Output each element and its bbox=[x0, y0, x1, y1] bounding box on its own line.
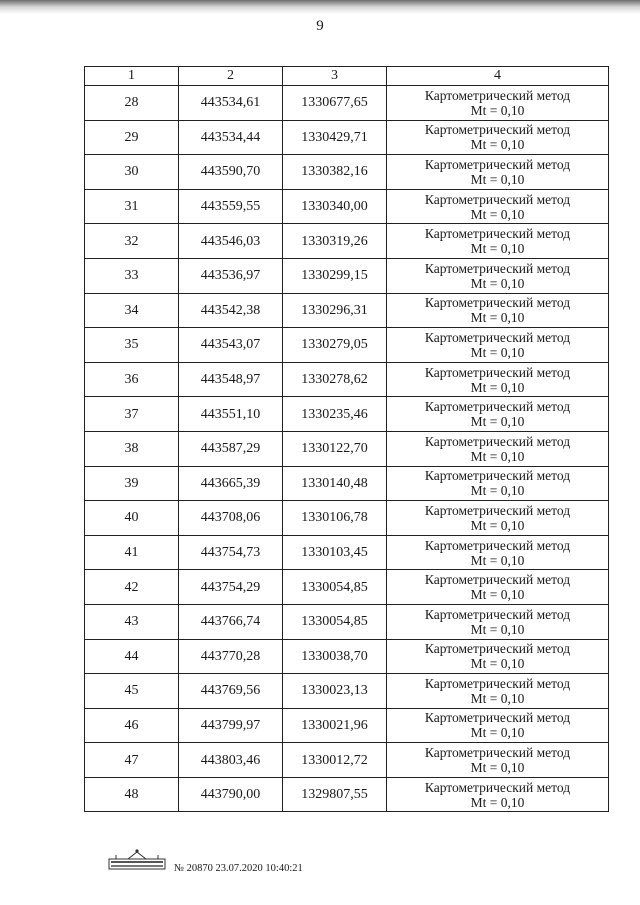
method-name: Картометрический метод bbox=[424, 641, 571, 657]
method-name: Картометрический метод bbox=[424, 226, 571, 242]
method-name: Картометрический метод bbox=[424, 364, 571, 380]
method-cell bbox=[387, 501, 609, 536]
x-coordinate-cell: 443551,10 bbox=[179, 397, 283, 432]
x-coordinate-cell: 443766,74 bbox=[179, 604, 283, 639]
method-cell bbox=[387, 535, 609, 570]
x-coordinate-cell: 443708,06 bbox=[179, 501, 283, 536]
method-name: Картометрический метод bbox=[424, 572, 571, 588]
accuracy-value: Mt = 0,10 bbox=[470, 137, 525, 153]
y-coordinate-cell: 1330319,26 bbox=[283, 224, 387, 259]
point-number-cell: 31 bbox=[85, 189, 179, 224]
y-coordinate-cell: 1330054,85 bbox=[283, 604, 387, 639]
x-coordinate-cell: 443803,46 bbox=[179, 743, 283, 778]
table-row bbox=[85, 86, 609, 121]
method-cell bbox=[387, 397, 609, 432]
accuracy-value: Mt = 0,10 bbox=[470, 171, 525, 187]
accuracy-value: Mt = 0,10 bbox=[470, 379, 525, 395]
accuracy-value: Mt = 0,10 bbox=[470, 552, 525, 568]
accuracy-value: Mt = 0,10 bbox=[470, 483, 525, 499]
point-number-cell: 42 bbox=[85, 570, 179, 605]
method-cell bbox=[387, 258, 609, 293]
method-name: Картометрический метод bbox=[424, 87, 571, 103]
method-cell bbox=[387, 362, 609, 397]
y-coordinate-cell: 1330677,65 bbox=[283, 86, 387, 121]
x-coordinate-cell: 443536,97 bbox=[179, 258, 283, 293]
x-coordinate-cell: 443587,29 bbox=[179, 431, 283, 466]
method-name: Картометрический метод bbox=[424, 675, 571, 691]
table-row bbox=[85, 224, 609, 259]
accuracy-value: Mt = 0,10 bbox=[470, 690, 525, 706]
point-number-cell: 28 bbox=[85, 86, 179, 121]
method-name: Картометрический метод bbox=[424, 329, 571, 345]
method-cell bbox=[387, 155, 609, 190]
method-cell bbox=[387, 189, 609, 224]
page-number: 9 bbox=[316, 18, 324, 34]
table-row bbox=[85, 189, 609, 224]
header-col-3: 3 bbox=[283, 67, 387, 86]
method-cell bbox=[387, 639, 609, 674]
accuracy-value: Mt = 0,10 bbox=[470, 206, 525, 222]
table-row bbox=[85, 258, 609, 293]
point-number-cell: 37 bbox=[85, 397, 179, 432]
accuracy-value: Mt = 0,10 bbox=[470, 760, 525, 776]
x-coordinate-cell: 443799,97 bbox=[179, 708, 283, 743]
table-row bbox=[85, 397, 609, 432]
method-cell bbox=[387, 224, 609, 259]
method-name: Картометрический метод bbox=[424, 156, 571, 172]
method-name: Картометрический метод bbox=[424, 606, 571, 622]
accuracy-value: Mt = 0,10 bbox=[470, 414, 525, 430]
table-row bbox=[85, 639, 609, 674]
scan-edge-shadow bbox=[0, 0, 640, 14]
point-number-cell: 43 bbox=[85, 604, 179, 639]
x-coordinate-cell: 443543,07 bbox=[179, 328, 283, 363]
table-row bbox=[85, 431, 609, 466]
footer-timestamp: 23.07.2020 10:40:21 bbox=[215, 863, 303, 874]
method-name: Картометрический метод bbox=[424, 191, 571, 207]
point-number-cell: 33 bbox=[85, 258, 179, 293]
x-coordinate-cell: 443754,73 bbox=[179, 535, 283, 570]
header-col-4: 4 bbox=[387, 67, 609, 86]
table-row bbox=[85, 155, 609, 190]
accuracy-value: Mt = 0,10 bbox=[470, 275, 525, 291]
table-row bbox=[85, 501, 609, 536]
stamp-building-icon bbox=[108, 848, 166, 870]
footer-doc-id: № 20870 bbox=[174, 863, 213, 874]
point-number-cell: 45 bbox=[85, 674, 179, 709]
accuracy-value: Mt = 0,10 bbox=[470, 310, 525, 326]
method-name: Картометрический метод bbox=[424, 260, 571, 276]
y-coordinate-cell: 1330023,13 bbox=[283, 674, 387, 709]
point-number-cell: 34 bbox=[85, 293, 179, 328]
table-row bbox=[85, 570, 609, 605]
accuracy-value: Mt = 0,10 bbox=[470, 102, 525, 118]
method-cell bbox=[387, 120, 609, 155]
method-cell bbox=[387, 777, 609, 812]
coordinates-table bbox=[84, 66, 609, 812]
table-row bbox=[85, 777, 609, 812]
method-name: Картометрический метод bbox=[424, 537, 571, 553]
accuracy-value: Mt = 0,10 bbox=[470, 241, 525, 257]
y-coordinate-cell: 1330122,70 bbox=[283, 431, 387, 466]
table-row bbox=[85, 674, 609, 709]
accuracy-value: Mt = 0,10 bbox=[470, 621, 525, 637]
x-coordinate-cell: 443546,03 bbox=[179, 224, 283, 259]
point-number-cell: 48 bbox=[85, 777, 179, 812]
table-row bbox=[85, 743, 609, 778]
method-name: Картометрический метод bbox=[424, 710, 571, 726]
method-cell bbox=[387, 743, 609, 778]
footer-registration bbox=[174, 863, 303, 874]
header-col-1: 1 bbox=[85, 67, 179, 86]
y-coordinate-cell: 1330012,72 bbox=[283, 743, 387, 778]
method-cell bbox=[387, 604, 609, 639]
x-coordinate-cell: 443769,56 bbox=[179, 674, 283, 709]
x-coordinate-cell: 443534,44 bbox=[179, 120, 283, 155]
accuracy-value: Mt = 0,10 bbox=[470, 344, 525, 360]
y-coordinate-cell: 1330382,16 bbox=[283, 155, 387, 190]
x-coordinate-cell: 443590,70 bbox=[179, 155, 283, 190]
accuracy-value: Mt = 0,10 bbox=[470, 725, 525, 741]
x-coordinate-cell: 443534,61 bbox=[179, 86, 283, 121]
x-coordinate-cell: 443790,00 bbox=[179, 777, 283, 812]
method-name: Картометрический метод bbox=[424, 745, 571, 761]
method-name: Картометрический метод bbox=[424, 399, 571, 415]
x-coordinate-cell: 443770,28 bbox=[179, 639, 283, 674]
x-coordinate-cell: 443665,39 bbox=[179, 466, 283, 501]
method-name: Картометрический метод bbox=[424, 122, 571, 138]
table-row bbox=[85, 362, 609, 397]
point-number-cell: 30 bbox=[85, 155, 179, 190]
table-row bbox=[85, 293, 609, 328]
method-cell bbox=[387, 570, 609, 605]
point-number-cell: 32 bbox=[85, 224, 179, 259]
method-name: Картометрический метод bbox=[424, 779, 571, 795]
accuracy-value: Mt = 0,10 bbox=[470, 794, 525, 810]
point-number-cell: 41 bbox=[85, 535, 179, 570]
point-number-cell: 44 bbox=[85, 639, 179, 674]
x-coordinate-cell: 443559,55 bbox=[179, 189, 283, 224]
table-row bbox=[85, 120, 609, 155]
accuracy-value: Mt = 0,10 bbox=[470, 656, 525, 672]
table-row bbox=[85, 708, 609, 743]
point-number-cell: 46 bbox=[85, 708, 179, 743]
point-number-cell: 35 bbox=[85, 328, 179, 363]
y-coordinate-cell: 1330235,46 bbox=[283, 397, 387, 432]
point-number-cell: 36 bbox=[85, 362, 179, 397]
method-cell bbox=[387, 328, 609, 363]
x-coordinate-cell: 443542,38 bbox=[179, 293, 283, 328]
method-name: Картометрический метод bbox=[424, 433, 571, 449]
y-coordinate-cell: 1330278,62 bbox=[283, 362, 387, 397]
y-coordinate-cell: 1330106,78 bbox=[283, 501, 387, 536]
method-cell bbox=[387, 86, 609, 121]
y-coordinate-cell: 1330140,48 bbox=[283, 466, 387, 501]
method-cell bbox=[387, 431, 609, 466]
point-number-cell: 47 bbox=[85, 743, 179, 778]
method-cell bbox=[387, 674, 609, 709]
method-name: Картометрический метод bbox=[424, 502, 571, 518]
point-number-cell: 38 bbox=[85, 431, 179, 466]
method-name: Картометрический метод bbox=[424, 468, 571, 484]
point-number-cell: 40 bbox=[85, 501, 179, 536]
y-coordinate-cell: 1330429,71 bbox=[283, 120, 387, 155]
x-coordinate-cell: 443754,29 bbox=[179, 570, 283, 605]
table-row bbox=[85, 604, 609, 639]
point-number-cell: 29 bbox=[85, 120, 179, 155]
table-row bbox=[85, 328, 609, 363]
table-row bbox=[85, 466, 609, 501]
point-number-cell: 39 bbox=[85, 466, 179, 501]
accuracy-value: Mt = 0,10 bbox=[470, 587, 525, 603]
method-cell bbox=[387, 466, 609, 501]
y-coordinate-cell: 1330038,70 bbox=[283, 639, 387, 674]
header-col-2: 2 bbox=[179, 67, 283, 86]
y-coordinate-cell: 1330340,00 bbox=[283, 189, 387, 224]
accuracy-value: Mt = 0,10 bbox=[470, 517, 525, 533]
x-coordinate-cell: 443548,97 bbox=[179, 362, 283, 397]
accuracy-value: Mt = 0,10 bbox=[470, 448, 525, 464]
y-coordinate-cell: 1330054,85 bbox=[283, 570, 387, 605]
y-coordinate-cell: 1330021,96 bbox=[283, 708, 387, 743]
y-coordinate-cell: 1329807,55 bbox=[283, 777, 387, 812]
y-coordinate-cell: 1330103,45 bbox=[283, 535, 387, 570]
method-cell bbox=[387, 708, 609, 743]
y-coordinate-cell: 1330299,15 bbox=[283, 258, 387, 293]
method-name: Картометрический метод bbox=[424, 295, 571, 311]
table-row bbox=[85, 535, 609, 570]
y-coordinate-cell: 1330279,05 bbox=[283, 328, 387, 363]
table-header-row bbox=[85, 67, 609, 86]
y-coordinate-cell: 1330296,31 bbox=[283, 293, 387, 328]
method-cell bbox=[387, 293, 609, 328]
